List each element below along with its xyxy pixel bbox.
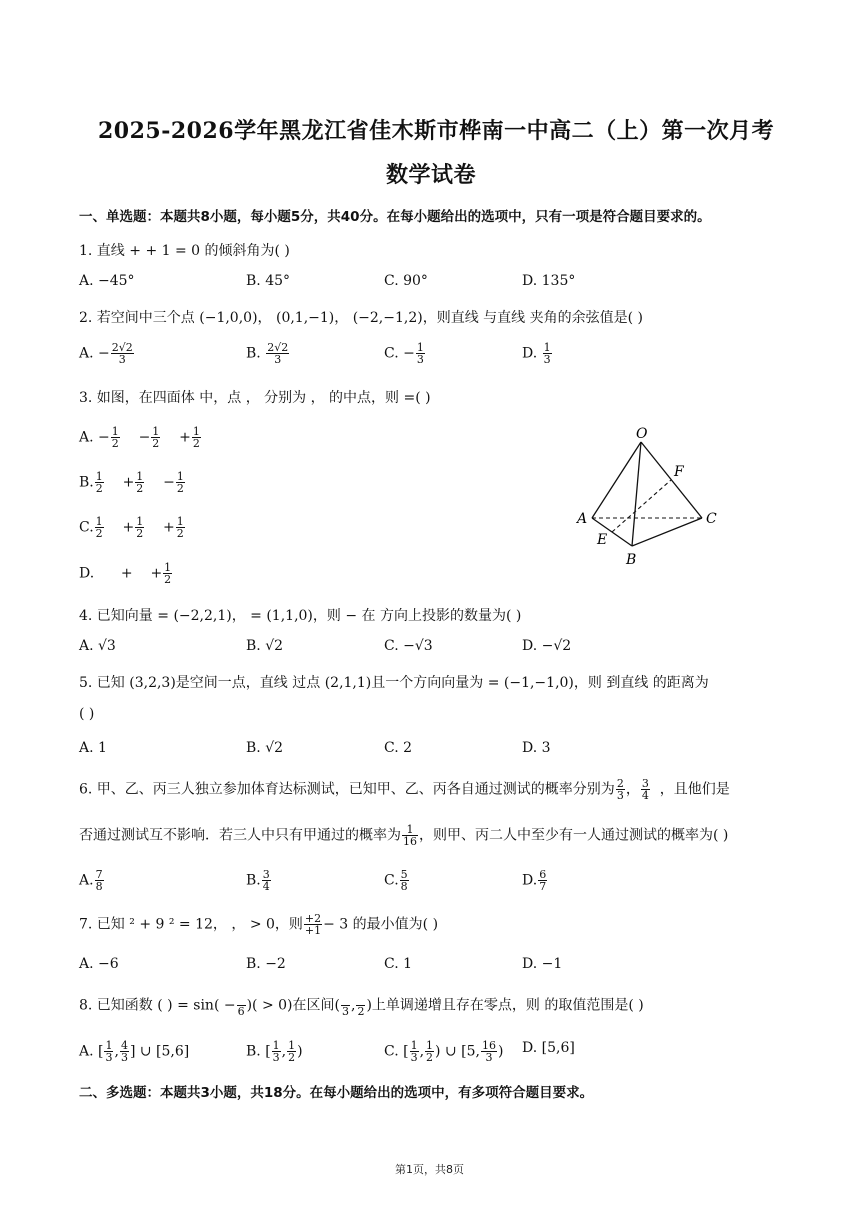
edge-oc <box>641 442 702 518</box>
question-1-stem: 1. 直线 + + 1 = 0 的倾斜角为( ) <box>79 243 290 259</box>
q5-option-d: D. 3 <box>522 740 551 756</box>
q8-option-b: B. [ $\frac{1}{3}$ , $\frac{1}{2}$ ) <box>246 1039 303 1064</box>
label-e: E <box>597 532 608 548</box>
question-5-stem-continued: ( ) <box>79 706 95 722</box>
label-f: F <box>674 464 684 480</box>
label-a: A <box>577 511 588 527</box>
question-8-stem: 8. 已知函数 ( ) = sin( − 6 )( > 0)在区间( 3 , 2 )上单调递增且存在零点，则 的取值范围是( ) <box>79 994 644 1017</box>
q4-option-a: A. √3 <box>79 638 116 654</box>
q8-option-c: C. [ $\frac{1}{3}$ , $\frac{1}{2}$ ) ∪ [5, $\frac{16}{3}$ ) <box>384 1039 504 1064</box>
question-6-stem-line1: 6. 甲、乙、丙三人独立参加体育达标测试，已知甲、乙、丙各自通过测试的概率分别为 $\frac{2}{3}$ ， $\frac{3}{4}$ ，且他们是 <box>79 777 730 802</box>
q2-option-b: B. $\frac{2√2}{3}$ <box>246 341 289 366</box>
q1-option-d: D. 135° <box>522 273 576 289</box>
q1-option-c: C. 90° <box>384 273 428 289</box>
q3-option-b: B. $\frac{1}{2}$ + $\frac{1}{2}$ − $\frac{1}{2}$ <box>79 470 184 495</box>
q3-option-c: C. $\frac{1}{2}$ + $\frac{1}{2}$ + $\frac{1}{2}$ <box>79 515 184 540</box>
q3-option-d: D. + + $\frac{1}{2}$ <box>79 561 172 586</box>
q6-option-a: A. $\frac{7}{8}$ <box>79 868 103 893</box>
label-o: O <box>636 426 648 442</box>
q4-option-b: B. √2 <box>246 638 284 654</box>
paper-title: 2025-2026学年黑龙江省佳木斯市桦南一中高二（上）第一次月考 <box>98 118 775 144</box>
q6-option-c: C. $\frac{5}{8}$ <box>384 868 408 893</box>
question-2-stem: 2. 若空间中三个点 (−1,0,0)， (0,1,−1)， (−2,−1,2)，则直线 与直线 夹角的余弦值是( ) <box>79 310 643 326</box>
q1-option-a: A. −45° <box>79 273 135 289</box>
q7-option-c: C. 1 <box>384 956 413 972</box>
label-b: B <box>626 552 637 568</box>
question-7-stem: 7. 已知 ² + 9 ² = 12， ， > 0，则 $\frac{+2}{+1}$ − 3 的最小值为( ) <box>79 912 439 937</box>
q6-option-b: B. $\frac{3}{4}$ <box>246 868 270 893</box>
q5-option-c: C. 2 <box>384 740 413 756</box>
paper-subtitle: 数学试卷 <box>386 162 477 188</box>
q2-option-c: C. − $\frac{1}{3}$ <box>384 341 424 366</box>
q4-option-d: D. −√2 <box>522 638 572 654</box>
section-heading-multiple-choice: 二、多选题：本题共3小题，共18分。在每小题给出的选项中，有多项符合题目要求。 <box>79 1085 594 1101</box>
q5-option-a: A. 1 <box>79 740 107 756</box>
section-heading-single-choice: 一、单选题：本题共8小题，每小题5分，共40分。在每小题给出的选项中，只有一项是符合题目要求的。 <box>79 209 711 225</box>
question-4-stem: 4. 已知向量 = (−2,2,1)， = (1,1,0)，则 − 在 方向上投影的数量为( ) <box>79 608 522 624</box>
q2-option-d: D. $\frac{1}{3}$ <box>522 341 551 366</box>
question-5-stem: 5. 已知 (3,2,3)是空间一点，直线 过点 (2,1,1)且一个方向向量为 = (−1,−1,0)，则 到直线 的距离为 <box>79 675 709 691</box>
q6-option-d: D. $\frac{6}{7}$ <box>522 868 547 893</box>
q1-option-b: B. 45° <box>246 273 291 289</box>
page-number: 第1页，共8页 <box>395 1163 464 1176</box>
edge-bc <box>632 518 702 546</box>
q8-option-d: D. [5,6] <box>522 1040 575 1056</box>
tetrahedron-figure <box>570 420 730 570</box>
q8-option-a: A. [ $\frac{1}{3}$ , $\frac{4}{3}$ ] ∪ [5,6] <box>79 1039 190 1064</box>
question-6-stem-line2: 否通过测试互不影响．若三人中只有甲通过的概率为 $\frac{1}{16}$ ，则甲、丙二人中至少有一人通过测试的概率为( ) <box>79 823 729 848</box>
label-c: C <box>706 511 717 527</box>
edge-ob <box>632 442 641 546</box>
q7-option-b: B. −2 <box>246 956 286 972</box>
q4-option-c: C. −√3 <box>384 638 433 654</box>
segment-ef-hidden <box>612 480 671 532</box>
q2-option-a: A. − $\frac{2√2}{3}$ <box>79 341 133 366</box>
q5-option-b: B. √2 <box>246 740 284 756</box>
q7-option-a: A. −6 <box>79 956 119 972</box>
question-3-stem: 3. 如图，在四面体 中，点 ， 分别为 ， 的中点，则 =( ) <box>79 390 431 406</box>
q3-option-a: A. − $\frac{1}{2}$ − $\frac{1}{2}$ + $\frac{1}{2}$ <box>79 425 200 450</box>
q7-option-d: D. −1 <box>522 956 563 972</box>
edge-oa <box>592 442 641 518</box>
